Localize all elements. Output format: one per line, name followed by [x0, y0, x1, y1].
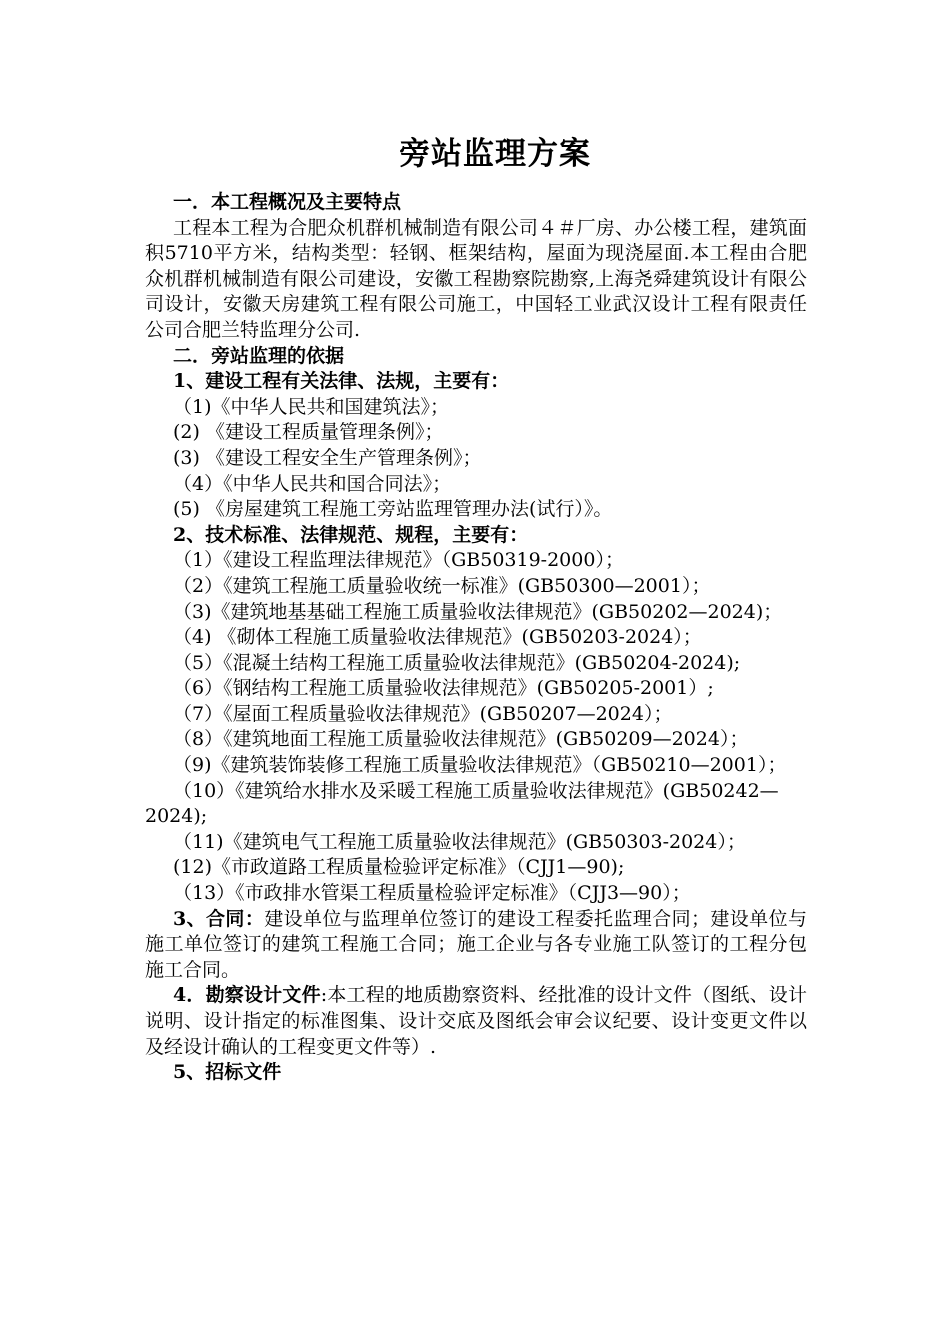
section-1-heading: 一．本工程概况及主要特点: [173, 191, 402, 213]
standard-item: （7）《屋面工程质量验收法律规范》(GB50207—2024）；: [173, 702, 673, 725]
law-item: (2) 《建设工程质量管理条例》；: [173, 421, 444, 444]
survey-design-label: 4．勘察设计文件: [173, 984, 321, 1007]
standards-heading: 2、技术标准、法律规范、规程，主要有：: [173, 523, 529, 546]
contract-label: 3、合同：: [173, 907, 265, 930]
standard-item: （1）《建设工程监理法律规范》（GB50319-2000）；: [173, 549, 624, 572]
standard-item: （2）《建筑工程施工质量验收统一标准》(GB50300—2001）；: [173, 574, 711, 597]
standard-item: （9)《建筑装饰装修工程施工质量验收法律规范》（GB50210—2001）；: [173, 754, 787, 777]
contract-paragraph: [145, 907, 807, 984]
standard-item: （6）《钢结构工程施工质量验收法律规范》(GB50205-2001）;: [173, 677, 714, 700]
standard-item: （8）《建筑地面工程施工质量验收法律规范》(GB50209—2024）；: [173, 728, 749, 751]
standard-item: （3)《建筑地基基础工程施工质量验收法律规范》(GB50202—2024)；: [173, 600, 783, 623]
laws-heading: 1、建设工程有关法律、法规，主要有：: [173, 370, 510, 393]
contract-text: 建设单位与监理单位签订的建设工程委托监理合同；建设单位与施工单位签订的建筑工程施工合同；施工企业与各专业施工队签订的工程分包施工合同。: [145, 907, 807, 981]
standard-item: （11)《建筑电气工程施工质量验收法律规范》(GB50303-2024）；: [173, 830, 746, 853]
document-title: 旁站监理方案: [399, 136, 591, 172]
law-item: （1)《中华人民共和国建筑法》；: [173, 395, 450, 418]
standard-item: （4) 《砌体工程施工质量验收法律规范》(GB50203-2024）；: [173, 626, 702, 649]
standard-item: （10）《建筑给水排水及采暖工程施工质量验收法律规范》(GB50242—2024);: [145, 779, 779, 828]
survey-design-paragraph: [145, 983, 807, 1060]
standard-item: (12)《市政道路工程质量检验评定标准》（CJJ1—90);: [173, 856, 625, 879]
standard-item: （5）《混凝土结构工程施工质量验收法律规范》(GB50204-2024);: [173, 651, 741, 674]
section-1-paragraph: 工程本工程为合肥众机群机械制造有限公司４＃厂房、办公楼工程，建筑面积5710平方米，结构类型：轻钢、框架结构，屋面为现浇屋面.本工程由合肥众机群机械制造有限公司建设，安徽工程勘察院勘察,上海尧舜建筑设计有限公司设计，安徽天房建筑工程有限公司施工，中国轻工业武汉设计工程有限责任公司合肥兰特监理分公司.: [145, 216, 807, 341]
section-2-heading: 二．旁站监理的依据: [173, 344, 345, 367]
tender-heading: 5、招标文件: [173, 1061, 282, 1084]
law-item: （4）《中华人民共和国合同法》；: [173, 472, 452, 495]
document-body: [145, 190, 807, 1086]
law-item: (3) 《建设工程安全生产管理条例》；: [173, 446, 482, 469]
standard-item: （13）《市政排水管渠工程质量检验评定标准》（CJJ3—90）；: [173, 882, 691, 905]
survey-design-text: :本工程的地质勘察资料、经批准的设计文件（图纸、设计说明、设计指定的标准图集、设计交底及图纸会审会议纪要、设计变更文件以及经设计确认的工程变更文件等）.: [145, 984, 807, 1058]
law-item: (5) 《房屋建筑工程施工旁站监理管理办法(试行）》。: [173, 498, 613, 521]
